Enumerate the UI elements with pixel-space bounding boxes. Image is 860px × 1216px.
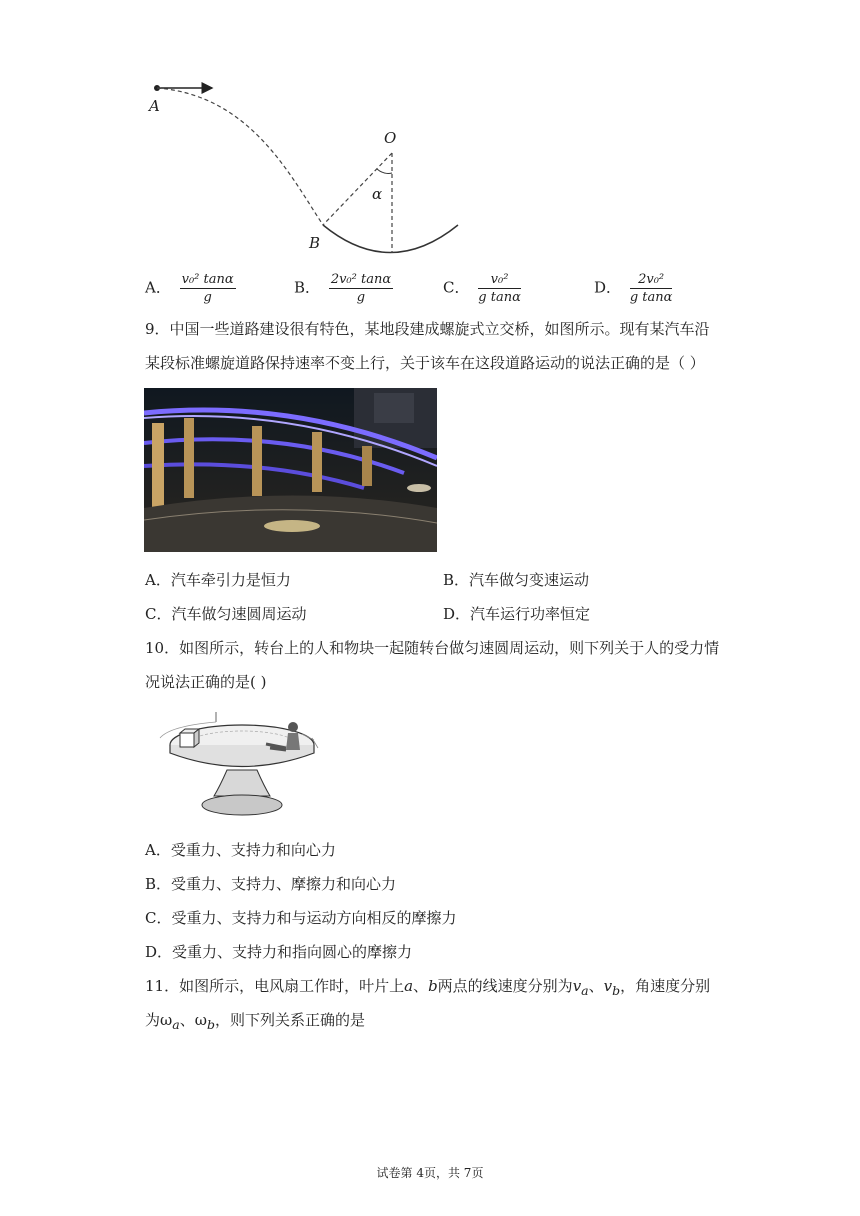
sub-a: a xyxy=(581,983,589,998)
var-v: v xyxy=(603,977,613,995)
text-segment: 、 xyxy=(413,977,429,995)
fraction xyxy=(329,272,393,305)
q10-stem-line-2: 况说法正确的是( ) xyxy=(145,673,267,691)
spiral-bridge-photo xyxy=(144,388,437,552)
q11-stem-line-2 xyxy=(145,1009,365,1032)
denominator: g xyxy=(203,290,212,305)
label-a: A xyxy=(149,97,160,115)
q10-option-b[interactable]: B．受重力、支持力、摩擦力和向心力 xyxy=(145,875,397,893)
sub-a: a xyxy=(172,1017,180,1032)
label-alpha: α xyxy=(372,185,383,203)
q8-option-b[interactable] xyxy=(294,272,393,305)
angle-arc xyxy=(377,169,392,174)
label-b: B xyxy=(309,234,321,252)
q9-stem-line-1: 9．中国一些道路建设很有特色，某地段建成螺旋式立交桥，如图所示。现有某汽车沿 xyxy=(145,320,710,338)
denominator: g xyxy=(356,290,366,305)
numerator: v₀² tanα xyxy=(181,272,234,287)
q9-option-d[interactable]: D．汽车运行功率恒定 xyxy=(443,605,591,623)
var-v: v xyxy=(572,977,582,995)
q10-option-a[interactable]: A．受重力、支持力和向心力 xyxy=(145,841,336,859)
q8-option-d[interactable] xyxy=(594,272,672,305)
turntable-figure xyxy=(152,708,327,823)
fraction xyxy=(180,272,236,305)
q9-option-b[interactable]: B．汽车做匀变速运动 xyxy=(443,571,590,589)
numerator: v₀² xyxy=(478,272,521,289)
option-letter: B． xyxy=(294,278,321,297)
option-letter: A． xyxy=(145,278,171,297)
var-omega: ω xyxy=(160,1011,173,1029)
option-letter: D． xyxy=(594,278,622,297)
q9-option-c[interactable]: C．汽车做匀速圆周运动 xyxy=(145,605,307,623)
page-footer: 试卷第 4页，共 7页 xyxy=(376,1166,484,1180)
q10-stem-line-1: 10．如图所示，转台上的人和物块一起随转台做匀速圆周运动，则下列关于人的受力情 xyxy=(145,639,720,657)
q9-option-a[interactable]: A．汽车牵引力是恒力 xyxy=(145,571,291,589)
fraction xyxy=(630,272,673,305)
text-segment: 两点的线速度分别为 xyxy=(437,977,573,995)
denominator: g tanα xyxy=(629,290,673,305)
var-a: a xyxy=(404,977,414,995)
q11-stem-line-1 xyxy=(145,975,710,998)
q8-option-a[interactable] xyxy=(145,272,236,305)
q9-stem-line-2: 某段标准螺旋道路保持速率不变上行，关于该车在这段道路运动的说法正确的是（ ） xyxy=(145,354,705,372)
label-o: O xyxy=(384,129,397,147)
q10-option-d[interactable]: D．受重力、支持力和指向圆心的摩擦力 xyxy=(145,943,413,961)
projectile-figure xyxy=(140,75,470,265)
var-b: b xyxy=(428,977,438,995)
q8-option-c[interactable] xyxy=(443,272,521,305)
var-omega: ω xyxy=(194,1011,207,1029)
text-segment: 、 xyxy=(179,1011,195,1029)
q10-option-c[interactable]: C．受重力、支持力和与运动方向相反的摩擦力 xyxy=(145,909,457,927)
denominator: g tanα xyxy=(478,290,521,305)
text-segment: ，角速度分别 xyxy=(620,977,711,995)
text-segment: 、 xyxy=(588,977,604,995)
numerator: 2v₀² tanα xyxy=(330,272,392,287)
fraction xyxy=(478,272,521,305)
numerator: 2v₀² xyxy=(630,272,673,289)
circular-track xyxy=(323,225,458,253)
text-segment: 11．如图所示，电风扇工作时，叶片上 xyxy=(145,977,405,995)
text-segment: 为 xyxy=(145,1011,161,1029)
text-segment: ，则下列关系正确的是 xyxy=(214,1011,365,1029)
sub-b: b xyxy=(612,983,621,998)
trajectory-curve xyxy=(157,88,323,225)
sub-b: b xyxy=(206,1017,215,1032)
option-letter: C． xyxy=(443,278,470,297)
